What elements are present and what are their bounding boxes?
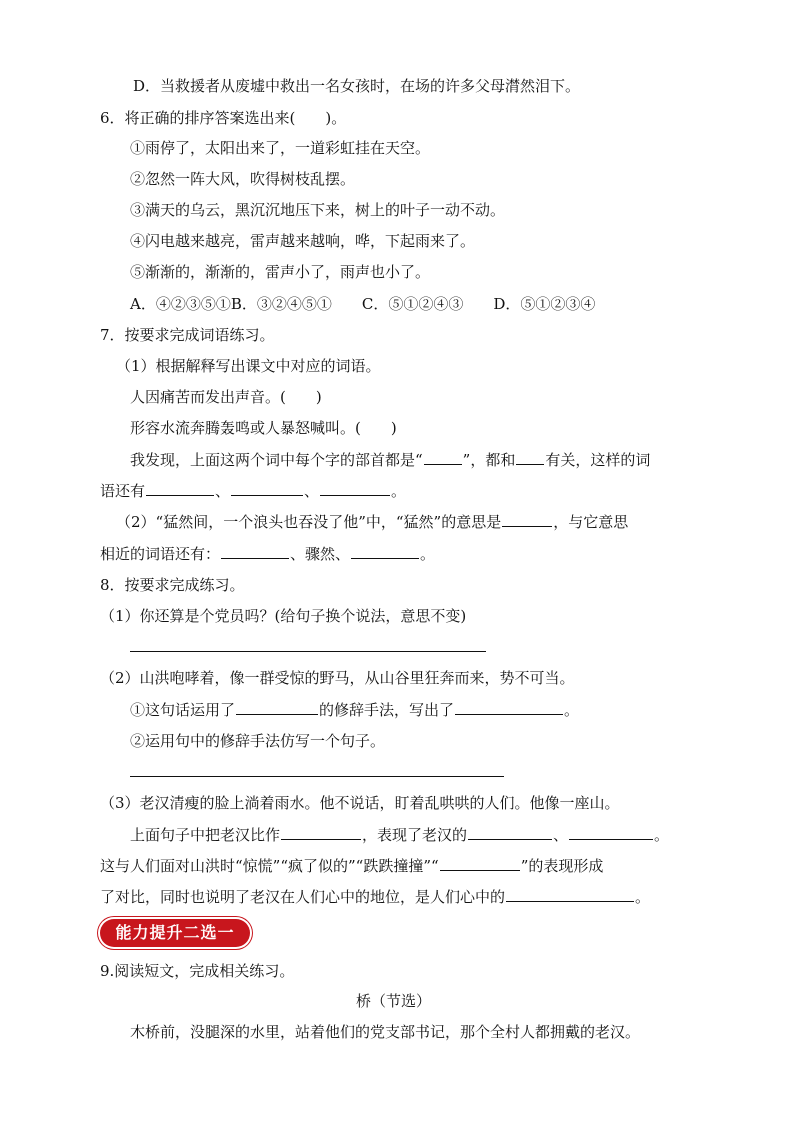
- q8-part1-answer-line[interactable]: [130, 651, 486, 652]
- passage-title: 桥（节选）: [356, 992, 432, 1010]
- answer-blank[interactable]: [351, 544, 419, 559]
- text: ，与它意思: [553, 513, 629, 531]
- q8-part2-question-a: [130, 700, 579, 720]
- text: 上面句子中把老汉比作: [130, 826, 281, 844]
- answer-blank[interactable]: [236, 700, 318, 715]
- q6-options: A．④②③⑤①B．③②④⑤① C．⑤①②④③ D．⑤①②③④: [130, 295, 596, 313]
- q9-prompt: 9.阅读短文，完成相关练习。: [100, 962, 295, 980]
- answer-blank[interactable]: [231, 481, 303, 496]
- q6-item-1: ①雨停了，太阳出来了，一道彩虹挂在天空。: [130, 139, 431, 157]
- answer-blank[interactable]: [424, 450, 462, 465]
- text: 我发现，上面这两个词中每个字的部首都是“: [130, 451, 423, 469]
- q6-item-4: ④闪电越来越亮，雷声越来越响，哗，下起雨来了。: [130, 232, 476, 250]
- text: 、: [304, 482, 320, 500]
- answer-blank[interactable]: [569, 825, 653, 840]
- answer-blank[interactable]: [455, 700, 563, 715]
- q8-part2-question-b: ②运用句中的修辞手法仿写一个句子。: [130, 732, 386, 750]
- passage-paragraph: 木桥前，没腿深的水里，站着他们的党支部书记，那个全村人都拥戴的老汉。: [130, 1023, 641, 1041]
- text: （2）“猛然间，一个浪头也吞没了他”中，“猛然”的意思是: [116, 513, 502, 531]
- text: 、骤然、: [290, 545, 351, 563]
- q6-item-5: ⑤渐渐的，渐渐的，雷声小了，雨声也小了。: [130, 263, 431, 281]
- q8-prompt: 8．按要求完成练习。: [100, 576, 245, 594]
- q8-part2-answer-line[interactable]: [130, 776, 504, 777]
- text: 。: [654, 826, 670, 844]
- q6-item-2: ②忽然一阵大风，吹得树枝乱摆。: [130, 170, 356, 188]
- answer-blank[interactable]: [281, 825, 361, 840]
- text: ①这句话运用了: [130, 701, 236, 719]
- answer-blank[interactable]: [320, 481, 390, 496]
- text: 的修辞手法，写出了: [319, 701, 455, 719]
- q8-part3-line2: [100, 856, 603, 876]
- q6-prompt: 6．将正确的排序答案选出来( )。: [100, 109, 347, 127]
- text: 了对比，同时也说明了老汉在人们心中的地位，是人们心中的: [100, 888, 506, 906]
- answer-blank[interactable]: [221, 544, 289, 559]
- text: 。: [391, 482, 407, 500]
- text: 。: [564, 701, 580, 719]
- q8-part1-prompt: （1）你还算是个党员吗？(给句子换个说法，意思不变): [100, 607, 467, 625]
- q8-part2-prompt: （2）山洪咆哮着，像一群受惊的野马，从山谷里狂奔而来，势不可当。: [100, 669, 575, 687]
- text: 、: [553, 826, 569, 844]
- q7-part2-line1: [116, 512, 628, 532]
- answer-blank[interactable]: [440, 856, 520, 871]
- answer-blank[interactable]: [502, 512, 552, 527]
- q7-part1-definition-a: 人因痛苦而发出声音。( ): [130, 388, 322, 406]
- q8-part3-line3: [100, 887, 650, 907]
- answer-blank[interactable]: [146, 481, 214, 496]
- text: ”，都和: [462, 451, 516, 469]
- text: 这与人们面对山洪时“惊慌”“疯了似的”“跌跌撞撞”“: [100, 857, 439, 875]
- answer-blank[interactable]: [516, 450, 544, 465]
- q7-part2-line2: [100, 544, 435, 564]
- text: 、: [215, 482, 231, 500]
- q7-part1-discovery: [130, 450, 650, 470]
- text: 。: [635, 888, 651, 906]
- text: 。: [420, 545, 436, 563]
- answer-blank[interactable]: [468, 825, 552, 840]
- q5-option-d: D．当救援者从废墟中救出一名女孩时，在场的许多父母潸然泪下。: [133, 77, 581, 95]
- q7-part1-prompt: （1）根据解释写出课文中对应的词语。: [116, 357, 381, 375]
- q8-part3-line1: [130, 825, 669, 845]
- q7-prompt: 7．按要求完成词语练习。: [100, 326, 275, 344]
- q8-part3-prompt: （3）老汉清瘦的脸上淌着雨水。他不说话，盯着乱哄哄的人们。他像一座山。: [100, 794, 620, 812]
- text: 相近的词语还有：: [100, 545, 221, 563]
- q6-item-3: ③满天的乌云，黑沉沉地压下来，树上的叶子一动不动。: [130, 201, 506, 219]
- answer-blank[interactable]: [506, 887, 634, 902]
- section-banner: 能力提升二选一: [100, 919, 250, 947]
- text: 有关，这样的词: [545, 451, 651, 469]
- text: 语还有: [100, 482, 146, 500]
- text: ”的表现形成: [520, 857, 604, 875]
- q7-part1-definition-b: 形容水流奔腾轰鸣或人暴怒喊叫。( ): [130, 419, 397, 437]
- text: ，表现了老汉的: [362, 826, 468, 844]
- q7-part1-more-words: [100, 481, 406, 501]
